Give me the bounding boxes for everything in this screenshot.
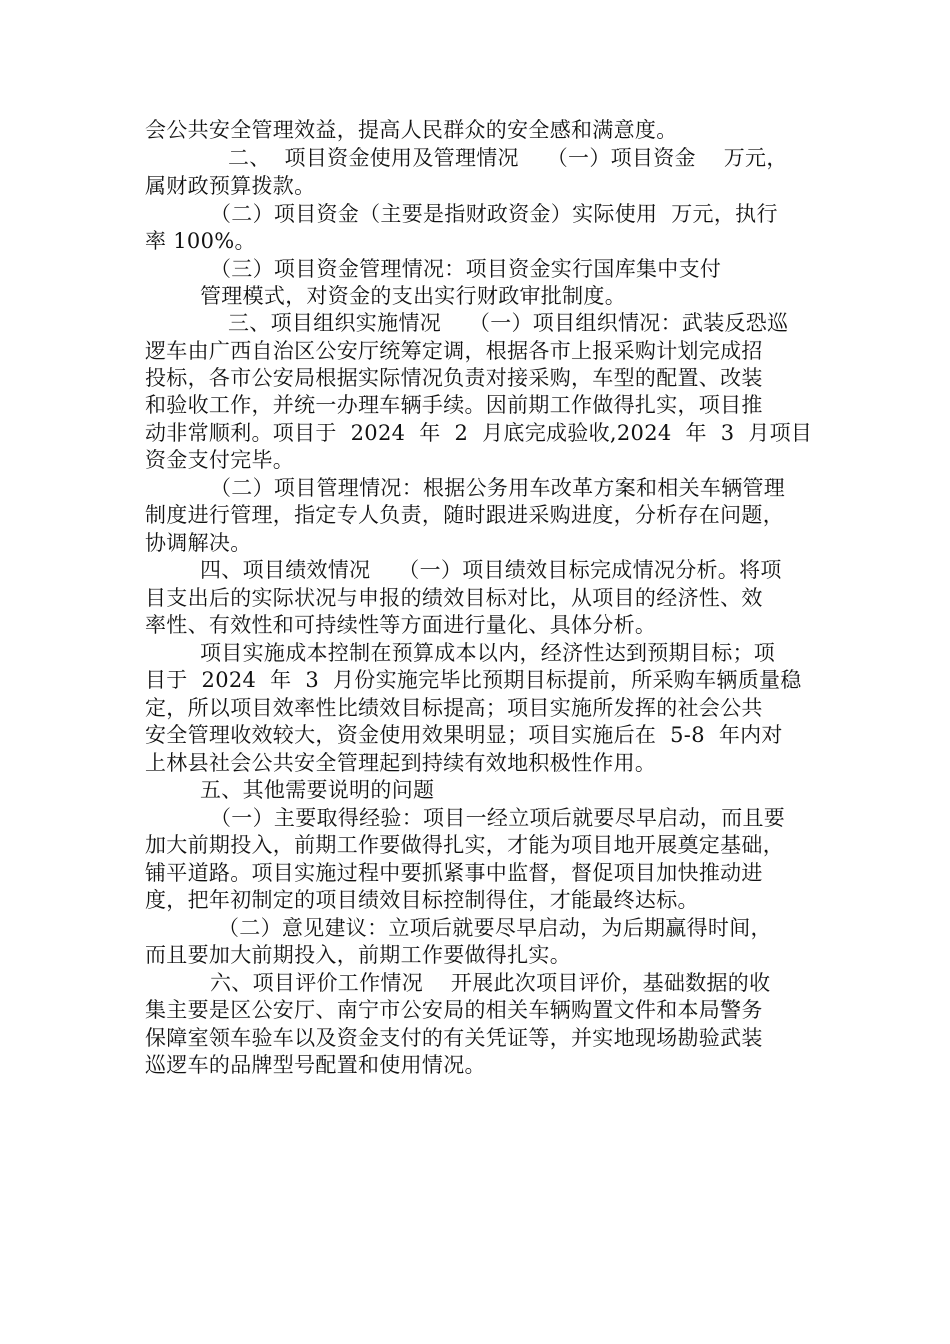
text-line: 铺平道路。项目实施过程中要抓紧事中监督，督促项目加快推动进 — [145, 861, 763, 885]
text-line: 制度进行管理，指定专人负责，随时跟进采购进度，分析存在问题， — [145, 503, 784, 527]
text-line: 保障室领车验车以及资金支付的有关凭证等，并实地现场勘验武装 — [145, 1026, 763, 1050]
text-line: 和验收工作，并统一办理车辆手续。因前期工作做得扎实，项目推 — [145, 393, 763, 417]
text-line: （二）项目资金（主要是指财政资金）实际使用 万元，执行 — [210, 202, 778, 226]
text-line: 率性、有效性和可持续性等方面进行量化、具体分析。 — [145, 613, 657, 637]
text-line: （二）项目管理情况：根据公务用车改革方案和相关车辆管理 — [210, 476, 786, 500]
text-line: 属财政预算拨款。 — [145, 174, 316, 198]
text-line: 率 100%。 — [145, 229, 256, 253]
section-heading: 三、项目组织实施情况 （一）项目组织情况：武装反恐巡 — [228, 311, 789, 335]
text-line: 资金支付完毕。 — [145, 448, 295, 472]
text-line: （二）意见建议：立项后就要尽早启动，为后期赢得时间， — [218, 916, 772, 940]
text-line: 协调解决。 — [145, 531, 252, 555]
text-line: （三）项目资金管理情况：项目资金实行国库集中支付 — [210, 257, 722, 281]
text-line: 逻车由广西自治区公安厅统筹定调，根据各市上报采购计划完成招 — [145, 339, 763, 363]
text-line: 集主要是区公安厅、南宁市公安局的相关车辆购置文件和本局警务 — [145, 998, 763, 1022]
text-line: 度，把年初制定的项目绩效目标控制得住，才能最终达标。 — [145, 888, 699, 912]
section-heading: 五、其他需要说明的问题 — [200, 778, 435, 802]
text-line: 会公共安全管理效益，提高人民群众的安全感和满意度。 — [145, 118, 678, 142]
text-line: 管理模式，对资金的支出实行财政审批制度。 — [200, 284, 626, 308]
section-heading: 六、项目评价工作情况 开展此次项目评价，基础数据的收 — [210, 971, 771, 995]
text-line: 而且要加大前期投入，前期工作要做得扎实。 — [145, 943, 571, 967]
section-heading: 四、项目绩效情况 （一）项目绩效目标完成情况分析。将项 — [200, 558, 782, 582]
text-line: 上林县社会公共安全管理起到持续有效地积极性作用。 — [145, 751, 657, 775]
text-line: 投标，各市公安局根据实际情况负责对接采购，车型的配置、改装 — [145, 366, 763, 390]
text-line: 目于 2024 年 3 月份实施完毕比预期目标提前，所采购车辆质量稳 — [145, 668, 802, 692]
text-line: 项目实施成本控制在预算成本以内，经济性达到预期目标；项 — [200, 641, 776, 665]
text-line: （一）主要取得经验：项目一经立项后就要尽早启动，而且要 — [210, 806, 786, 830]
text-line: 安全管理收效较大，资金使用效果明显；项目实施后在 5-8 年内对 — [145, 723, 783, 747]
text-line: 动非常顺利。项目于 2024 年 2 月底完成验收,2024 年 3 月项目 — [145, 421, 813, 445]
section-heading: 二、 项目资金使用及管理情况 （一）项目资金 万元， — [228, 146, 788, 170]
text-line: 目支出后的实际状况与申报的绩效目标对比，从项目的经济性、效 — [145, 586, 763, 610]
text-line: 加大前期投入，前期工作要做得扎实，才能为项目地开展奠定基础， — [145, 833, 784, 857]
text-line: 巡逻车的品牌型号配置和使用情况。 — [145, 1053, 486, 1077]
text-line: 定，所以项目效率性比绩效目标提高；项目实施所发挥的社会公共 — [145, 696, 763, 720]
